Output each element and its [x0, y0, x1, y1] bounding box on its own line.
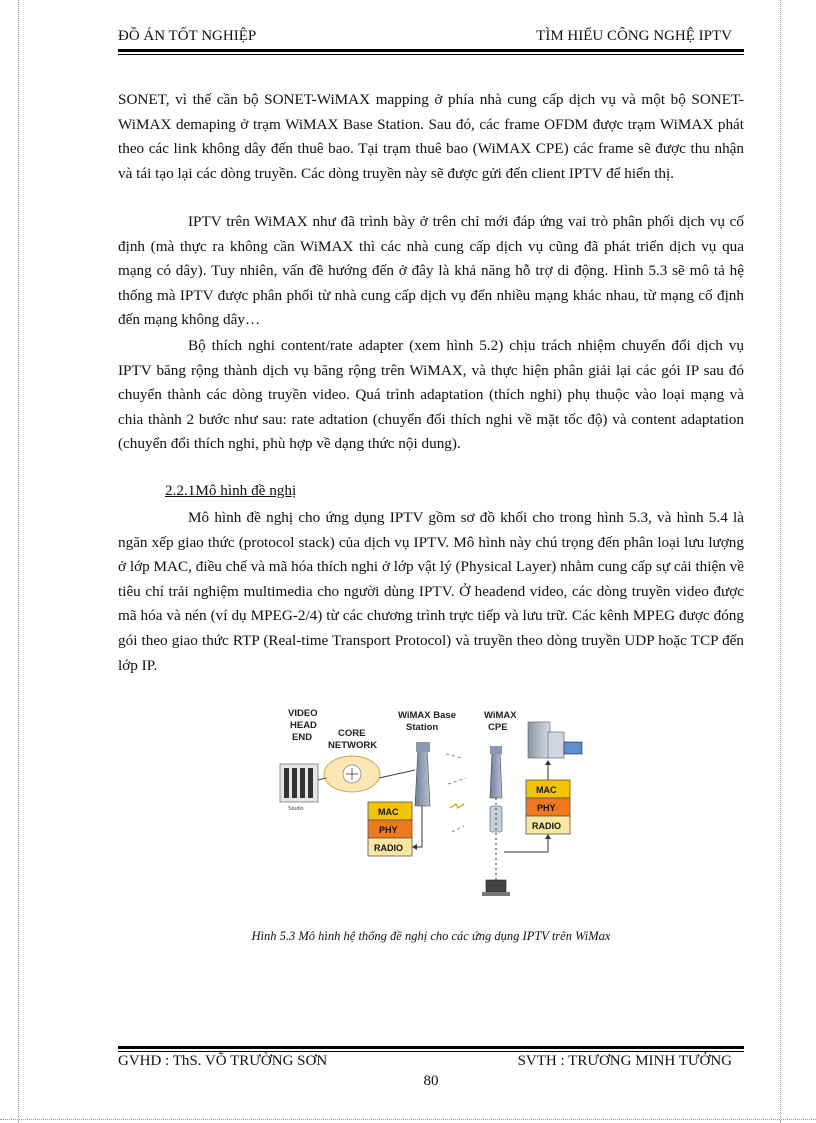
label-cpe: CPE — [488, 722, 508, 733]
page-header — [118, 24, 744, 50]
stack-left-phy-label: PHY — [379, 825, 398, 835]
link-cpe-stack — [504, 836, 548, 852]
paragraph-1-text: SONET, vì thế cần bộ SONET-WiMAX mapping ở phía nhà cung cấp dịch vụ và một bộ SONET-WiMAX demaping ở trạm WiMAX Base Station. Sau đó, các frame OFDM được trạm WiMAX phát theo các link không dây đến thuê bao. Tại trạm thuê bao (WiMAX CPE) các frame sẽ được thu nhận và tái tạo lại các dòng truyền. Các dòng truyền này sẽ được gửi đến client IPTV để hiển thị. — [118, 91, 744, 182]
page-edge-left — [18, 0, 19, 1123]
monitor-icon — [564, 742, 582, 754]
paragraph-4 — [118, 506, 744, 678]
paragraph-1 — [118, 88, 744, 186]
system-diagram-figure — [278, 702, 598, 907]
stack-right-phy-label: PHY — [537, 803, 556, 813]
stack-right-radio-label: RADIO — [532, 821, 561, 831]
paragraph-2 — [118, 210, 744, 333]
page-edge-right — [780, 0, 781, 1123]
link-bs-stack — [414, 806, 422, 847]
label-station: Station — [406, 722, 439, 733]
cpe-protocol-stack — [526, 780, 570, 834]
paragraph-3 — [118, 334, 744, 457]
paragraph-3-text: Bộ thích nghi content/rate adapter (xem hình 5.2) chịu trách nhiệm chuyển đổi dịch vụ IPTV băng rộng thành dịch vụ băng rộng trên WiMAX, và thực hiện phân giải lại các gói IP sau đó chuyển thành các dòng truyền video. Quá trình adaptation (thích nghi) phụ thuộc vào loại mạng và chia thành 2 bước như sau: rate adtation (chuyển đổi thích nghi về mặt tốc độ) và content adaptation (chuyển đổi thích nghi, phù hợp về dạng thức nội dung). — [118, 337, 744, 453]
label-wimax-base: WiMAX Base — [398, 710, 456, 721]
figure-caption: Hình 5.3 Mô hình hệ thống đề nghị cho các ứng dụng IPTV trên WiMax — [251, 929, 611, 943]
header-right-title: TÌM HIỂU CÔNG NGHỆ IPTV — [536, 28, 732, 44]
page-number: 80 — [423, 1073, 439, 1089]
stack-left-radio-label: RADIO — [374, 843, 403, 853]
label-core: CORE — [338, 728, 366, 739]
link-core-bs — [379, 770, 415, 778]
header-left-title: ĐỒ ÁN TỐT NGHIỆP — [118, 28, 257, 44]
paragraph-4-text: Mô hình đề nghị cho ứng dụng IPTV gồm sơ đồ khối cho trong hình 5.3, và hình 5.4 là ngăn xếp giao thức (protocol stack) của dịch vụ IPTV. Mô hình này chú trọng đến phân loại lưu lượng ở lớp MAC, điều chế và mã hóa thích nghi ở lớp vật lý (Physical Layer) nhằm cung cấp sự cải thiện về tiêu chí trải nghiệm multimedia cho người dùng IPTV. Ở headend video, các dòng truyền video được mã hóa và nén (ví dụ MPEG-2/4) từ các chương trình trực tiếp và lưu trữ. Các kênh MPEG được đóng gói theo giao thức RTP (Real-time Transport Protocol) và truyền theo dòng truyền UDP hoặc TCP đến lớp IP. — [118, 509, 744, 674]
label-network: NETWORK — [328, 740, 378, 751]
system-diagram — [278, 702, 598, 907]
page-edge-bottom — [0, 1119, 816, 1120]
base-station-tower-icon — [415, 742, 430, 806]
section-title: 2.2.1Mô hình đề nghị — [165, 482, 297, 499]
stack-right-mac-label: MAC — [536, 785, 557, 795]
footer-rule-thin — [118, 1051, 744, 1052]
footer-student: SVTH : TRƯƠNG MINH TƯỞNG — [517, 1053, 732, 1069]
label-video: VIDEO — [288, 708, 318, 719]
cpe-tower-icon — [490, 746, 502, 798]
header-rule — [118, 49, 744, 52]
wireless-links — [446, 754, 466, 832]
label-studio: Studio — [288, 806, 304, 812]
laptop-icon — [482, 880, 510, 896]
footer-advisor: GVHD : ThS. VÕ TRƯỜNG SƠN — [118, 1053, 328, 1069]
label-head: HEAD — [290, 720, 317, 731]
studio-equipment-icon — [280, 764, 318, 812]
stack-left-mac-label: MAC — [378, 807, 399, 817]
label-end: END — [292, 732, 313, 743]
server-computer-icon — [528, 722, 564, 758]
label-wimax: WiMAX — [484, 710, 517, 721]
core-network-cloud-icon — [324, 756, 380, 792]
header-rule-thin — [118, 54, 744, 55]
footer-rule — [118, 1046, 744, 1049]
paragraph-2-text: IPTV trên WiMAX như đã trình bày ở trên chỉ mới đáp ứng vai trò phân phối dịch vụ cố định (mà thực ra không cần WiMAX thì các nhà cung cấp dịch vụ cũng đã phát triển dịch vụ qua mạng có dây). Tuy nhiên, vấn đề hướng đến ở đây là khả năng hỗ trợ di động. Hình 5.3 sẽ mô tả hệ thống mà IPTV được phân phối từ nhà cung cấp dịch vụ đến nhiều mạng khác nhau, từ mạng cố định đến mạng không dây… — [118, 213, 744, 329]
base-station-protocol-stack — [368, 802, 412, 856]
